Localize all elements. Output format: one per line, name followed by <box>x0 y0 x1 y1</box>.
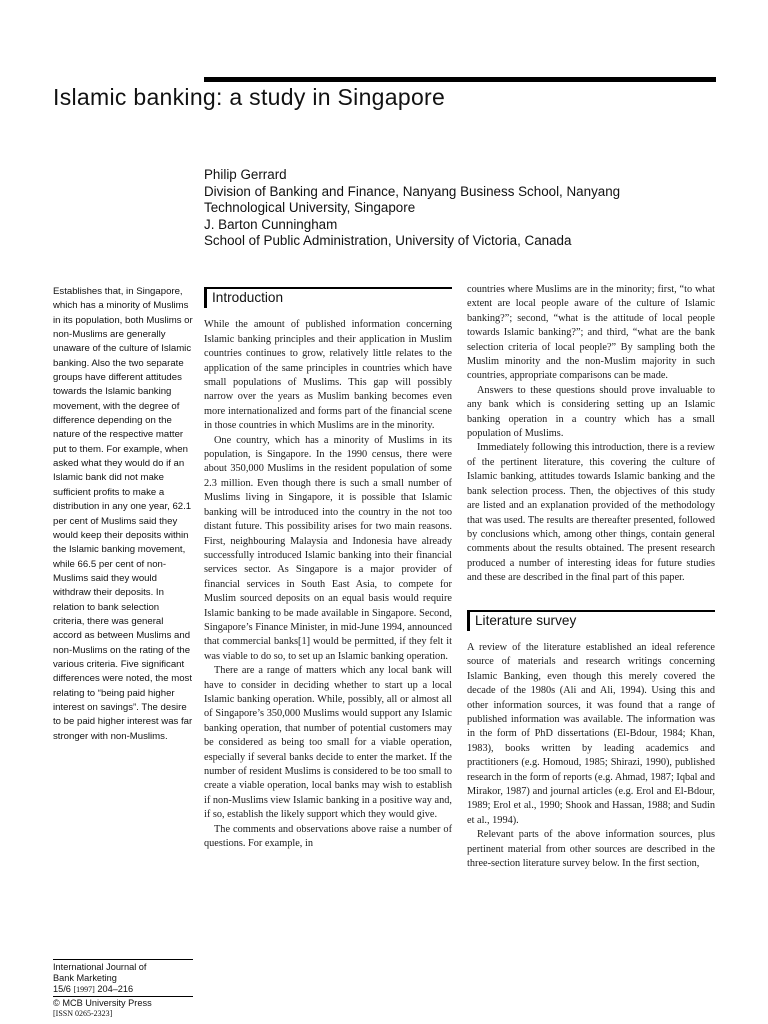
paragraph: One country, which has a minority of Muslims in its population, is Singapore. In the 1990 census, there were about 350,000 Muslims in the resident population of some 2.3 million. Even though there is such a small number of Muslims living in Singapore, it is possible that Islamic banking will be introduced into the country in the not too distant future. This possibility arises for two main reasons. First, neighbouring Malaysia and Indonesia have already successfully introduced Islamic banking into their financial services sector. As Singapore is a major provider of financial services in South East Asia, to compete for Muslim sourced deposits on an equal basis would require Islamic banking to be made available in Singapore. Second, Singapore’s Finance Minister, in mid-June 1994, announced that commercial banks[1] would be permitted, if they felt it was viable to do so, to set up an Islamic banking operation. <box>204 434 452 662</box>
author-affiliation: Division of Banking and Finance, Nanyang Business School, Nanyang <box>204 183 621 199</box>
author-name: J. Barton Cunningham <box>204 216 338 232</box>
paragraph: Answers to these questions should prove invaluable to any bank which is considering setting up an Islamic banking operation in a country which has a small population of Muslims. <box>467 384 715 440</box>
paragraph: Relevant parts of the above information sources, plus pertinent material from other sources are described in the three-section literature survey below. In the first section, <box>467 829 715 870</box>
journal-publisher: © MCB University Press <box>53 998 152 1009</box>
paragraph: Immediately following this introduction, there is a review of the pertinent literature, this covering the culture of Islamic banking, attitudes towards Islamic banking and the bank selection process. Then, the objectives of this study are listed and an explanation provided of the methodology that was used. The results are thereafter presented, followed by conclusions which, among other things, contain general comments about the results obtained. The present research produced a number of interesting ideas for future studies and these are described in the final part of this paper. <box>467 442 715 584</box>
paper-title: Islamic banking: a study in Singapore <box>53 84 446 110</box>
journal-volume-line <box>53 984 193 996</box>
paragraph: countries where Muslims are in the minority; first, “to what extent are local people aware of the culture of Islamic banking?”; second, “what is the attitude of local people towards Islamic banking?”; and third, “what are the bank selection criteria of local people?” By sampling both the Muslim minority and the non-Muslim majority in such countries, appropriate comparisons can be made. <box>467 284 715 382</box>
author-block <box>204 167 724 250</box>
paragraph: The comments and observations above raise a number of questions. For example, in <box>204 823 452 850</box>
body-column-1 <box>204 287 452 851</box>
body-column-2 <box>467 283 715 871</box>
journal-divider <box>53 996 193 997</box>
author-affiliation: School of Public Administration, University of Victoria, Canada <box>204 233 572 249</box>
journal-volume: 15/6 <box>53 983 71 994</box>
abstract: Establishes that, in Singapore, which has a minority of Muslims in its population, both Muslims or non-Muslims are generally unaware of the culture of Islamic banking. Also the two separate groups have different attitudes towards the Islamic banking movement, with the degree of difference depending on the nature of the respective matter put to them. For example, when asked what they would do if an Islamic bank did not make sufficient profits to make a distribution in any one year, 62.1 per cent of Muslims said they would keep their deposits within the Islamic banking movement, while 66.5 per cent of non-Muslims said they would withdraw their deposits. In relation to bank selection criteria, there was general accord as between Muslims and non-Muslims on the rating of the various criteria. Five significant differences were noted, the most relating to “being paid higher interest on savings”. The desire to be paid higher interest was far stronger with non-Muslims. <box>53 286 193 742</box>
journal-name: Bank Marketing <box>53 972 117 983</box>
section-heading-literature-survey: Literature survey <box>467 610 715 631</box>
journal-citation <box>53 959 193 1020</box>
section-heading-introduction: Introduction <box>204 287 452 308</box>
author-affiliation: Technological University, Singapore <box>204 200 416 216</box>
journal-pages: 204–216 <box>97 983 134 994</box>
paragraph: While the amount of published information concerning Islamic banking principles and their application in Muslim countries continues to grow, relatively little relates to the application of the same principles in countries which have small populations of Muslims. This gap will possibly narrow over the years as Muslim banking becomes even more internationalized and forms part of the financial scene in those countries in which Muslims are in the minority. <box>204 319 452 432</box>
paragraph: A review of the literature established an ideal reference source of materials and research writings concerning Islamic Banking, even though this merely covered the decade of the 1980s (Ali and Ali, 1994). Using this and other information sources, it was found that a range of published information was available. The information was in the form of PhD dissertations (El-Bdour, 1984; Khan, 1983), books written by leading academics and practitioners (e.g. Homoud, 1985; Shirazi, 1990), published research in the form of reports (e.g. Ahmad, 1987; Iqbal and Mirakor, 1987) and journal articles (e.g. Erol and El-Bdour, 1989; Erol et al., 1990; Shook and Hassan, 1988; and Sudin et al., 1994). <box>467 641 715 826</box>
author-name: Philip Gerrard <box>204 167 287 182</box>
journal-issn: [ISSN 0265-2323] <box>53 1009 113 1019</box>
title-rule <box>204 77 716 82</box>
journal-name: International Journal of <box>53 962 147 972</box>
journal-year: [1997] <box>73 984 95 994</box>
paragraph: There are a range of matters which any local bank will have to consider in deciding whether to start up a local Islamic banking operation. While, possibly, all or almost all of Singapore’s 350,000 Muslims would support any Islamic banking operation, that number of potential customers may be considered as being too small for a viable operation, especially if several banks decide to enter the market. If the number of resident Muslims is considered to be too small to create a viable operation, local banks may wish to establish if non-Muslims view Islamic banking in a positive way and, if so, establish the likely support which they would give. <box>204 665 452 821</box>
